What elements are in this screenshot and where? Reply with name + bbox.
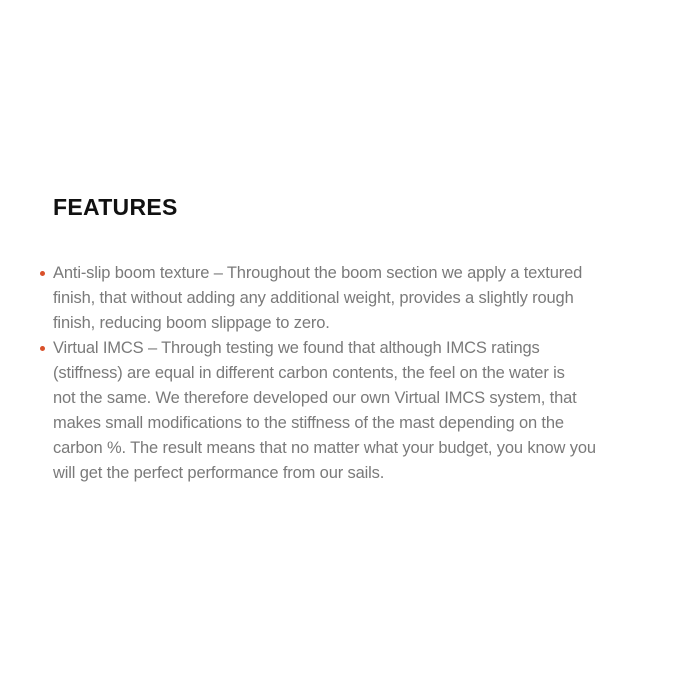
features-list [53,261,665,486]
feature-text-line: not the same. We therefore developed our own Virtual IMCS system, that [53,389,577,407]
feature-text-line: finish, reducing boom slippage to zero. [53,314,330,332]
features-heading: FEATURES [53,194,178,220]
bullet-dot-icon [40,271,45,276]
feature-text-line: (stiffness) are equal in different carbon contents, the feel on the water is [53,364,565,382]
feature-item-anti-slip-boom-texture [53,261,665,336]
bullet-dot-icon [40,346,45,351]
feature-text-line: finish, that without adding any additional weight, provides a slightly rough [53,289,574,307]
feature-text-line: Virtual IMCS – Through testing we found that although IMCS ratings [53,339,540,357]
feature-text-line: carbon %. The result means that no matter what your budget, you know you [53,439,596,457]
feature-text-line: will get the perfect performance from our sails. [53,464,385,482]
feature-text-line: Anti-slip boom texture – Throughout the boom section we apply a textured [53,264,583,282]
feature-text-line: makes small modifications to the stiffness of the mast depending on the [53,414,564,432]
feature-item-virtual-imcs [53,336,665,486]
